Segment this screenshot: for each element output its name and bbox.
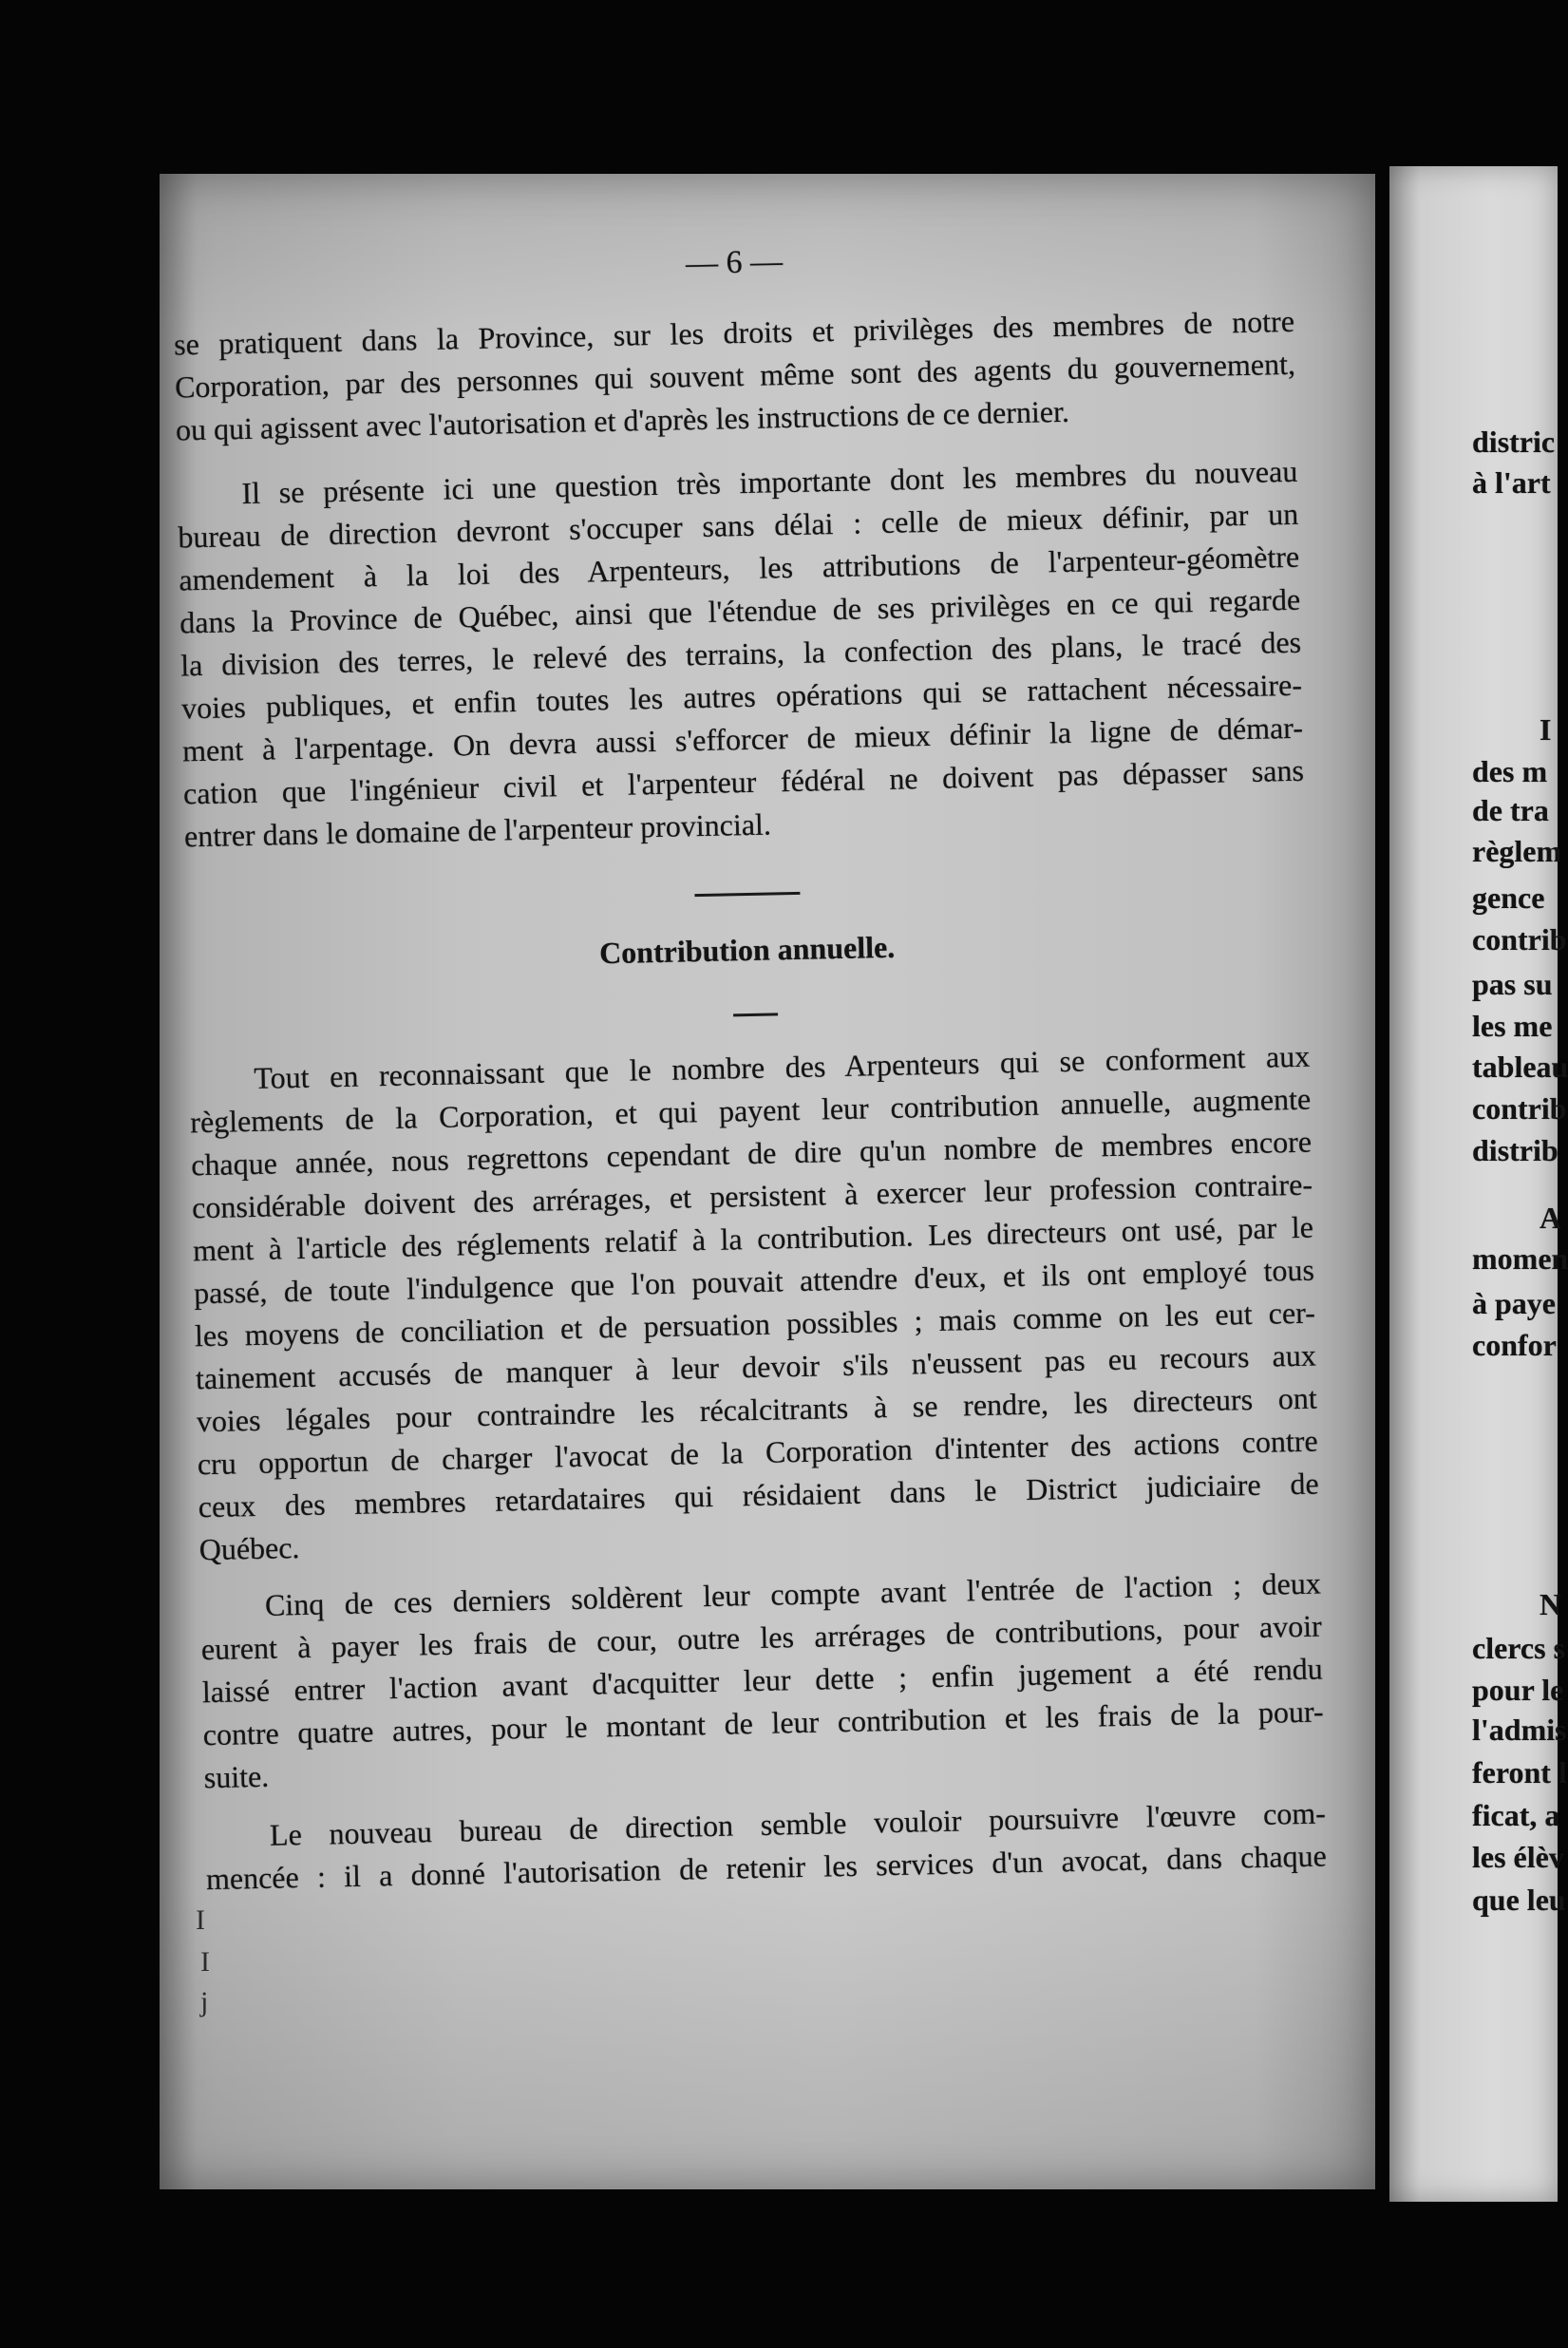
text-line: amendement à la loi des Arpenteurs, les attributions de l'arpenteur-géomètre	[178, 539, 1300, 596]
text-line: Cinq de ces derniers soldèrent leur compte avant l'entrée de l'action ; deux	[264, 1565, 1322, 1622]
facing-page-line: I	[1540, 711, 1552, 747]
text-line: cation que l'ingénieur civil et l'arpenteur fédéral ne doivent pas dépasser sans	[182, 752, 1305, 810]
text-line: la division des terres, le relevé des terrains, la confection des plans, le tracé des	[179, 624, 1302, 682]
facing-page-line: les élèv	[1472, 1839, 1564, 1874]
paragraph-4	[200, 1562, 1325, 1799]
text-line: Corporation, par des personnes qui souvent même sont des agents du gouvernement,	[174, 346, 1296, 405]
paragraph-2	[177, 449, 1305, 858]
facing-page-fragment	[1389, 166, 1568, 2202]
facing-page-line: feront l	[1472, 1754, 1567, 1789]
text-line: entrer dans le domaine de l'arpenteur provincial.	[183, 805, 772, 853]
text-line: mencée : il a donné l'autorisation de retenir les services d'un avocat, dans chaque	[205, 1837, 1328, 1896]
facing-page-line: distric	[1472, 424, 1556, 459]
text-line: considérable doivent des arrérages, et persistent à exercer leur profession contraire-	[191, 1166, 1313, 1224]
text-line: passé, de toute l'indulgence que l'on pouvait attendre d'eux, et ils ont employé tous	[193, 1252, 1315, 1310]
text-line: Le nouveau bureau de direction semble vouloir poursuivre l'œuvre com-	[269, 1794, 1327, 1852]
facing-page-line: de tra	[1472, 792, 1549, 827]
text-line: dans la Province de Québec, ainsi que l'étendue de ses privilèges en ce qui regarde	[179, 581, 1301, 639]
section-heading: Contribution annuelle.	[598, 929, 896, 970]
facing-page-line: à paye	[1472, 1285, 1556, 1320]
text-line: chaque année, nous regrettons cependant de dire qu'un nombre de membres encore	[190, 1124, 1313, 1182]
text-line: tainement accusés de manquer à leur devoir s'ils n'eussent pas eu recours aux	[195, 1337, 1317, 1395]
facing-page-line: gence	[1472, 880, 1545, 915]
facing-page-line: contrib	[1472, 1090, 1567, 1126]
text-line: suite.	[203, 1758, 270, 1794]
facing-page-line: N	[1540, 1586, 1562, 1621]
facing-page-line: clercs s	[1472, 1630, 1566, 1665]
section-divider-top	[694, 891, 800, 896]
facing-page-line: les me	[1472, 1008, 1553, 1043]
text-line: contre quatre autres, pour le montant de leur contribution et les frais de la pour-	[202, 1694, 1324, 1752]
margin-mark: j	[200, 1986, 209, 2017]
facing-page-line: tableau	[1472, 1049, 1568, 1084]
margin-mark: I	[200, 1946, 210, 1978]
facing-page-line: A	[1540, 1200, 1562, 1235]
facing-page-line: que leu	[1472, 1882, 1566, 1917]
text-line: les moyens de conciliation et de persuation possibles ; mais comme on les eut cer-	[194, 1295, 1316, 1353]
facing-page-line: règlem	[1472, 833, 1562, 868]
page-number: — 6 —	[685, 243, 784, 282]
text-line: Tout en reconnaissant que le nombre des Arpenteurs qui se conforment aux	[253, 1038, 1311, 1095]
facing-page-line: distrib	[1472, 1132, 1559, 1167]
text-line: voies publiques, et enfin toutes les autres opérations qui se rattachent nécessaire-	[180, 667, 1303, 725]
facing-page-line: à l'art	[1472, 464, 1551, 500]
paragraph-3	[189, 1034, 1320, 1571]
facing-page-line: momen	[1472, 1240, 1568, 1276]
text-line: bureau de direction devront s'occuper sans délai : celle de mieux définir, par un	[178, 496, 1299, 554]
facing-page-line: des m	[1472, 753, 1548, 788]
text-line: ceux des membres retardataires qui résidaient dans le District judiciaire de	[198, 1466, 1319, 1524]
section-divider-bottom	[733, 1013, 778, 1016]
text-line: règlements de la Corporation, et qui payent leur contribution annuelle, augmente	[189, 1081, 1312, 1139]
text-line: Il se présente ici une question très importante dont les membres du nouveau	[241, 453, 1298, 510]
facing-page-line: pour le	[1472, 1672, 1564, 1707]
paragraph-5	[205, 1791, 1328, 1901]
margin-mark: I	[196, 1904, 205, 1936]
text-line: cru opportun de charger l'avocat de la Corporation d'intenter des actions contre	[197, 1423, 1318, 1481]
text-line: se pratiquent dans la Province, sur les droits et privilèges des membres de notre	[173, 303, 1295, 362]
text-line: laissé entrer l'action avant d'acquitter leur dette ; enfin jugement a été rendu	[201, 1651, 1323, 1709]
paragraph-1	[174, 299, 1297, 451]
facing-page-line: ficat, a	[1472, 1797, 1560, 1832]
facing-page-line: confor	[1472, 1327, 1557, 1362]
facing-page-line: pas su	[1472, 966, 1553, 1001]
text-line: eurent à payer les frais de cour, outre les arrérages de contributions, pour avoir	[200, 1608, 1323, 1666]
main-page	[160, 174, 1375, 2189]
text-line: ou qui agissent avec l'autorisation et d'après les instructions de ce dernier.	[175, 393, 1070, 447]
main-text-block	[174, 293, 1328, 1911]
text-line: ment à l'arpentage. On devra aussi s'efforcer de mieux définir la ligne de démar-	[181, 710, 1304, 767]
text-line: ment à l'article des réglements relatif à la contribution. Les directeurs ont usé, par le	[192, 1209, 1314, 1267]
text-line: voies légales pour contraindre les récalcitrants à se rendre, les directeurs ont	[196, 1380, 1318, 1438]
text-line: Québec.	[198, 1529, 300, 1566]
facing-page-line: l'admis	[1472, 1712, 1567, 1747]
facing-page-line: contrib	[1472, 921, 1567, 956]
